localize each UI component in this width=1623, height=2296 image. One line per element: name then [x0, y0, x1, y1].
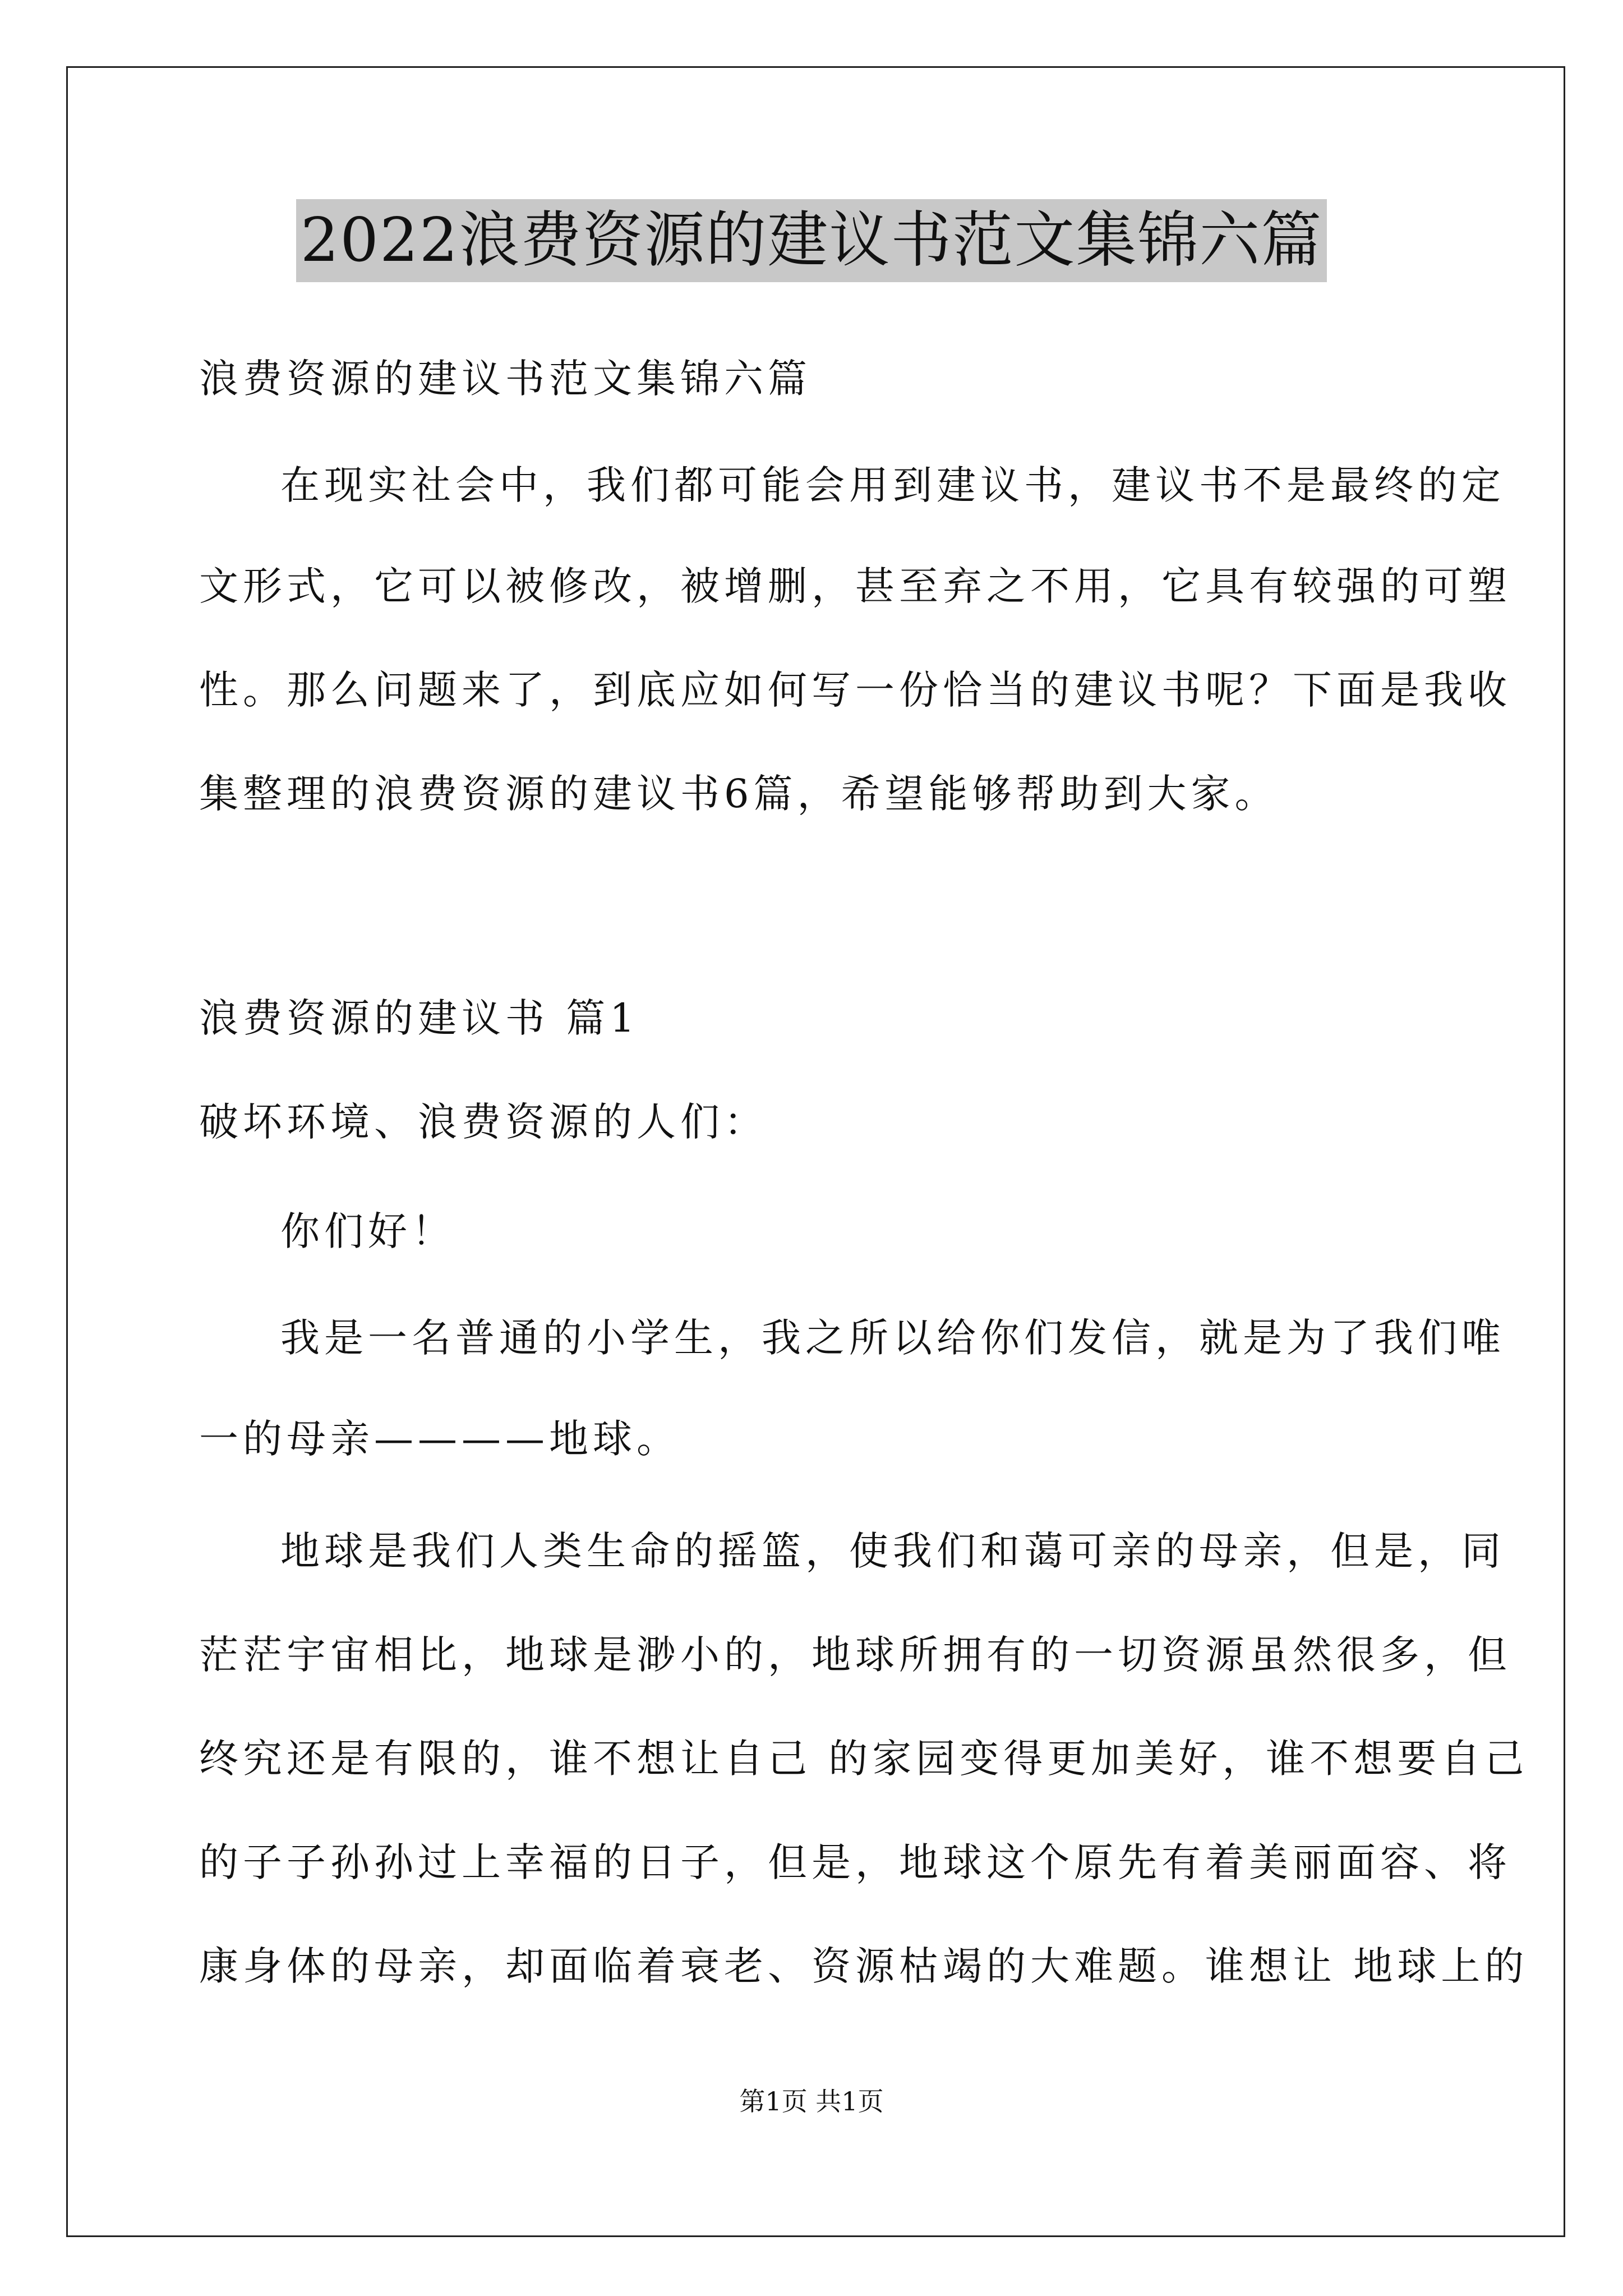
- p2-line-2: 茫茫宇宙相比，地球是渺小的，地球所拥有的一切资源虽然很多，但: [199, 1632, 1511, 1678]
- p2-line-3: 终究还是有限的，谁不想让自己 的家园变得更加美好，谁不想要自己: [199, 1736, 1529, 1782]
- p1-line-2: 一的母亲————地球。: [199, 1416, 680, 1462]
- intro-line-4: 集整理的浪费资源的建议书6篇，希望能够帮助到大家。: [199, 771, 1279, 817]
- salutation: 破坏环境、浪费资源的人们：: [199, 1099, 768, 1145]
- title-block: [0, 199, 1623, 282]
- intro-line-1: 在现实社会中，我们都可能会用到建议书，建议书不是最终的定: [280, 462, 1505, 508]
- page-footer: 第1页 共1页: [739, 2086, 884, 2116]
- greeting: 你们好！: [280, 1208, 455, 1254]
- subtitle: 浪费资源的建议书范文集锦六篇: [199, 356, 811, 402]
- p2-line-5: 康身体的母亲，却面临着衰老、资源枯竭的大难题。谁想让 地球上的: [199, 1943, 1529, 1989]
- p1-line-1: 我是一名普通的小学生，我之所以给你们发信，就是为了我们唯: [280, 1315, 1505, 1361]
- document-title: 2022浪费资源的建议书范文集锦六篇: [296, 199, 1327, 282]
- intro-line-2: 文形式，它可以被修改，被增删，甚至弃之不用，它具有较强的可塑: [199, 563, 1511, 609]
- intro-line-3: 性。那么问题来了，到底应如何写一份恰当的建议书呢？下面是我收: [199, 667, 1511, 713]
- section-heading: 浪费资源的建议书 篇1: [199, 995, 639, 1041]
- p2-line-1: 地球是我们人类生命的摇篮，使我们和蔼可亲的母亲，但是，同: [280, 1528, 1505, 1574]
- p2-line-4: 的子子孙孙过上幸福的日子，但是，地球这个原先有着美丽面容、将: [199, 1839, 1511, 1885]
